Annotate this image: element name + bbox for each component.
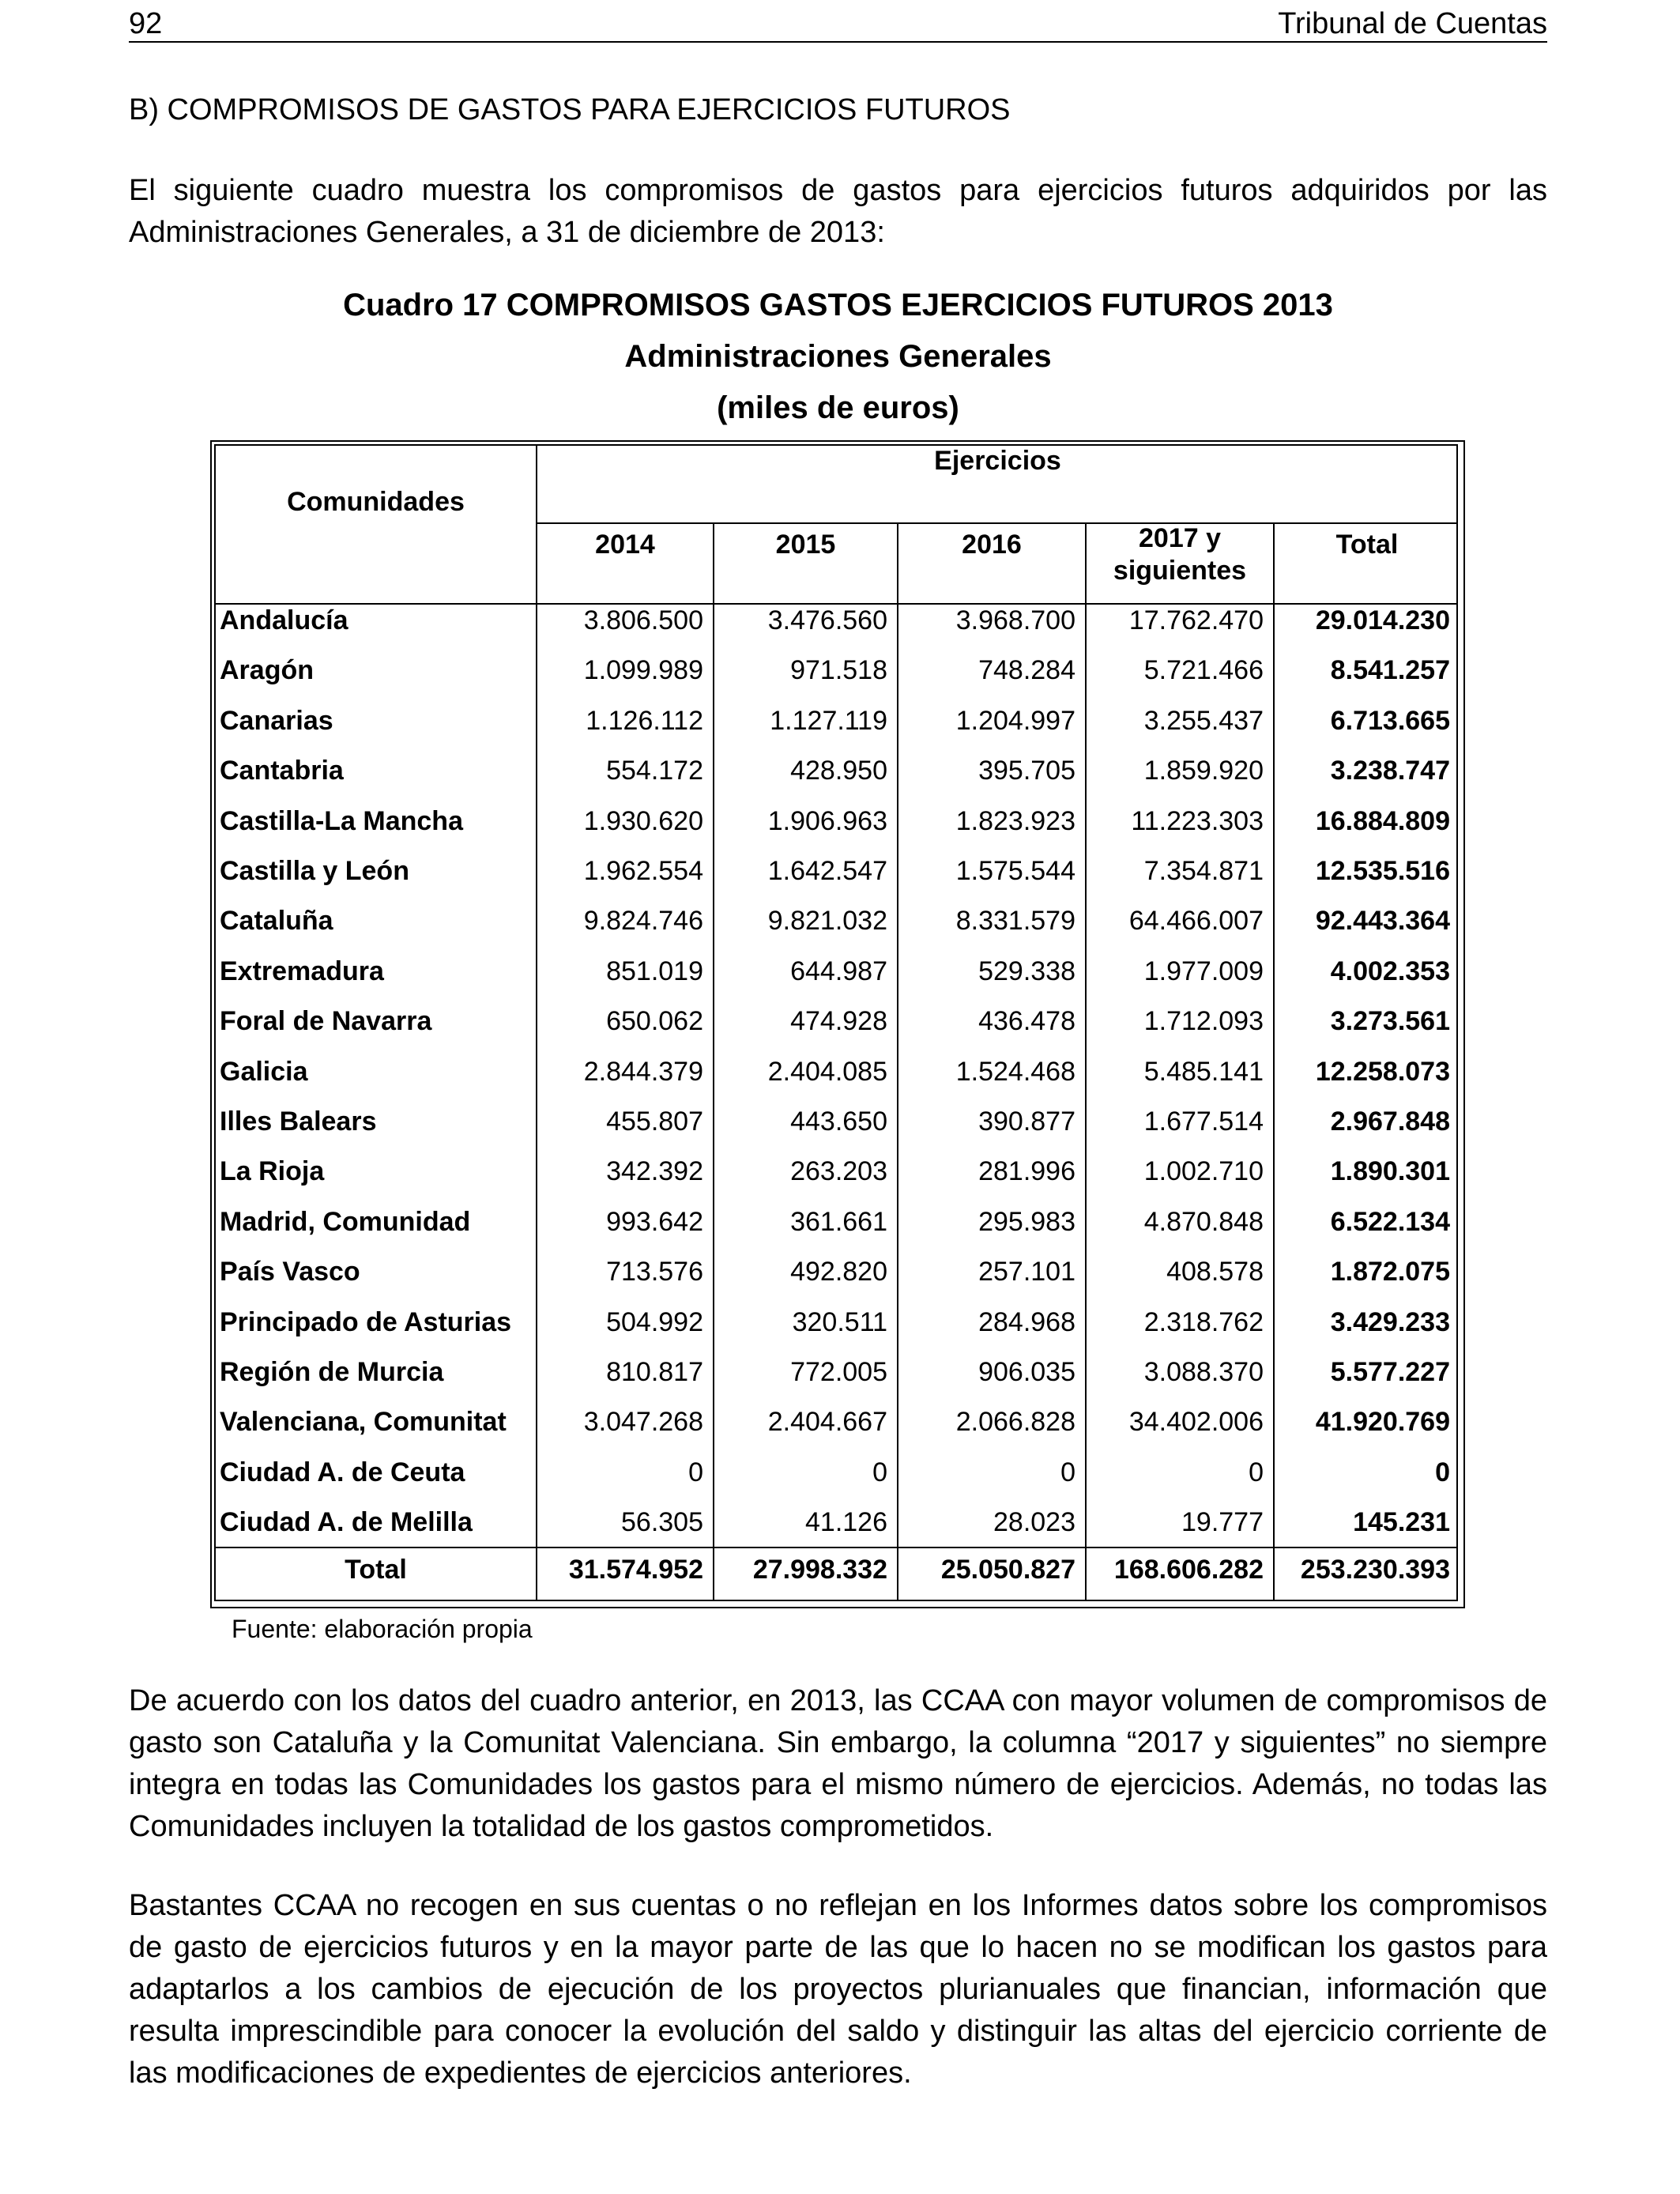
row-total-value: 3.273.561 (1330, 1006, 1450, 1037)
row-year-value: 390.877 (978, 1106, 1075, 1137)
header-divider (536, 522, 1458, 524)
row-year-value: 361.661 (790, 1206, 887, 1237)
total-row-value: 25.050.827 (940, 1555, 1075, 1585)
row-year-value: 395.705 (978, 756, 1075, 786)
row-year-value: 2.404.085 (767, 1056, 887, 1087)
row-year-value: 1.823.923 (955, 805, 1075, 836)
header-comunidades: Comunidades (287, 487, 465, 517)
row-year-value: 436.478 (978, 1006, 1075, 1037)
row-year-value: 713.576 (606, 1257, 703, 1287)
row-year-value: 644.987 (790, 956, 887, 986)
section-title: B) COMPROMISOS DE GASTOS PARA EJERCICIOS FUTUROS (129, 93, 1011, 126)
row-label: Extremadura (220, 956, 384, 986)
expense-commitments-table (210, 440, 1595, 1610)
row-year-value: 295.983 (978, 1206, 1075, 1237)
row-label: Región de Murcia (220, 1357, 444, 1387)
row-year-value: 1.677.514 (1143, 1106, 1264, 1137)
row-total-value: 4.002.353 (1330, 956, 1450, 986)
row-year-value: 1.126.112 (586, 705, 703, 736)
row-label: Andalucía (220, 605, 348, 635)
total-row-value: 31.574.952 (568, 1555, 703, 1585)
row-total-value: 145.231 (1353, 1507, 1450, 1538)
row-label: Galicia (220, 1056, 308, 1087)
row-year-value: 554.172 (606, 756, 703, 786)
total-row-value: 168.606.282 (1113, 1555, 1264, 1585)
row-label: Castilla y León (220, 856, 409, 886)
row-total-value: 2.967.848 (1330, 1106, 1450, 1137)
row-year-value: 906.035 (978, 1357, 1075, 1387)
row-year-value: 1.204.997 (955, 705, 1075, 736)
row-year-value: 8.331.579 (955, 906, 1075, 937)
publication-title: Tribunal de Cuentas (1278, 7, 1547, 40)
row-year-value: 17.762.470 (1128, 605, 1264, 635)
table-caption-title: Cuadro 17 COMPROMISOS GASTOS EJERCICIOS FUTUROS 2013 (343, 288, 1333, 322)
row-year-value: 993.642 (606, 1206, 703, 1237)
row-label: Foral de Navarra (220, 1006, 432, 1037)
row-year-value: 320.511 (792, 1306, 887, 1337)
row-total-value: 41.920.769 (1315, 1407, 1450, 1438)
row-year-value: 1.127.119 (770, 705, 887, 736)
header-ejercicios: Ejercicios (934, 446, 1061, 476)
row-total-value: 8.541.257 (1330, 655, 1450, 686)
total-row-value: 27.998.332 (752, 1555, 887, 1585)
row-total-value: 1.872.075 (1330, 1257, 1450, 1287)
row-year-value: 0 (1060, 1457, 1075, 1487)
row-label: Madrid, Comunidad (220, 1206, 471, 1237)
row-year-value: 3.476.560 (767, 605, 887, 635)
row-total-value: 12.535.516 (1315, 856, 1450, 886)
row-label: País Vasco (220, 1257, 360, 1287)
page-header (129, 6, 1547, 43)
row-label: Canarias (220, 705, 333, 736)
row-label: Illes Balears (220, 1106, 377, 1137)
row-total-value: 1.890.301 (1330, 1156, 1450, 1187)
row-year-value: 2.066.828 (955, 1407, 1075, 1438)
row-label: Ciudad A. de Ceuta (220, 1457, 465, 1487)
row-year-value: 3.806.500 (583, 605, 703, 635)
row-year-value: 0 (1249, 1457, 1264, 1487)
row-year-value: 64.466.007 (1128, 906, 1264, 937)
row-total-value: 29.014.230 (1315, 605, 1450, 635)
row-year-value: 650.062 (606, 1006, 703, 1037)
row-year-value: 971.518 (790, 655, 887, 686)
total-row-value: 253.230.393 (1300, 1555, 1450, 1585)
row-year-value: 5.485.141 (1143, 1056, 1264, 1087)
header-col-2017-line1: 2017 y (1139, 523, 1221, 553)
header-col-2014: 2014 (595, 530, 655, 560)
analysis-paragraph: De acuerdo con los datos del cuadro anterior, en 2013, las CCAA con mayor volumen de compromisos de gasto son Cataluña y la Comunitat Valenciana. Sin embargo, la columna “2017 y siguientes” no siempre integra en todas las Comunidades los gastos para el mismo número de ejercicios. Además, no todas las Comunidades incluyen la totalidad de los gastos comprometidos. (129, 1684, 1547, 1843)
row-label: Cantabria (220, 756, 344, 786)
row-year-value: 0 (872, 1457, 887, 1487)
row-year-value: 529.338 (978, 956, 1075, 986)
row-year-value: 3.255.437 (1143, 705, 1264, 736)
row-year-value: 2.404.667 (767, 1407, 887, 1438)
row-year-value: 9.821.032 (767, 906, 887, 937)
row-year-value: 474.928 (790, 1006, 887, 1037)
row-year-value: 1.575.544 (955, 856, 1075, 886)
row-label: Aragón (220, 655, 314, 686)
row-year-value: 34.402.006 (1128, 1407, 1264, 1438)
row-year-value: 2.844.379 (583, 1056, 703, 1087)
row-year-value: 428.950 (790, 756, 887, 786)
conclusion-paragraph: Bastantes CCAA no recogen en sus cuentas o no reflejan en los Informes datos sobre los compromisos de gasto de ejercicios futuros y en la mayor parte de las que lo hacen no se modifican los gastos para adaptarlos a los cambios de ejecución de los proyectos plurianuales que financian, información que resulta imprescindible para conocer la evolución del saldo y distinguir las altas del ejercicio corriente de las modificaciones de expedientes de ejercicios anteriores. (129, 1889, 1547, 2090)
row-year-value: 2.318.762 (1143, 1306, 1264, 1337)
row-year-value: 0 (688, 1457, 703, 1487)
row-year-value: 3.088.370 (1143, 1357, 1264, 1387)
row-year-value: 56.305 (621, 1507, 703, 1538)
row-year-value: 492.820 (790, 1257, 887, 1287)
row-label: Castilla-La Mancha (220, 805, 463, 836)
row-total-value: 12.258.073 (1315, 1056, 1450, 1087)
row-total-value: 6.522.134 (1330, 1206, 1450, 1237)
header-col-total: Total (1335, 530, 1399, 560)
row-year-value: 443.650 (790, 1106, 887, 1137)
row-year-value: 342.392 (606, 1156, 703, 1187)
row-year-value: 5.721.466 (1143, 655, 1264, 686)
row-year-value: 3.047.268 (583, 1407, 703, 1438)
total-divider (216, 1547, 1458, 1548)
row-total-value: 92.443.364 (1315, 906, 1450, 937)
row-total-value: 6.713.665 (1330, 705, 1450, 736)
intro-paragraph: El siguiente cuadro muestra los compromisos de gastos para ejercicios futuros adquiridos por las Administraciones Generales, a 31 de diciembre de 2013: (129, 174, 1547, 249)
row-year-value: 1.930.620 (583, 805, 703, 836)
row-year-value: 455.807 (606, 1106, 703, 1137)
row-total-value: 3.238.747 (1330, 756, 1450, 786)
table-source: Fuente: elaboración propia (232, 1615, 533, 1643)
row-year-value: 1.906.963 (767, 805, 887, 836)
row-total-value: 5.577.227 (1330, 1357, 1450, 1387)
page-number: 92 (129, 7, 163, 40)
row-total-value: 3.429.233 (1330, 1306, 1450, 1337)
row-year-value: 408.578 (1166, 1257, 1264, 1287)
header-col-2017-line2: siguientes (1113, 556, 1247, 586)
row-label: Cataluña (220, 906, 333, 937)
row-year-value: 284.968 (978, 1306, 1075, 1337)
row-label: Principado de Asturias (220, 1306, 512, 1337)
row-year-value: 9.824.746 (583, 906, 703, 937)
row-year-value: 1.524.468 (955, 1056, 1075, 1087)
row-label: La Rioja (220, 1156, 325, 1187)
row-year-value: 810.817 (606, 1357, 703, 1387)
row-year-value: 7.354.871 (1143, 856, 1264, 886)
table-caption-subtitle: Administraciones Generales (624, 339, 1052, 374)
row-year-value: 1.859.920 (1143, 756, 1264, 786)
row-year-value: 41.126 (805, 1507, 887, 1538)
row-year-value: 263.203 (790, 1156, 887, 1187)
row-year-value: 851.019 (606, 956, 703, 986)
row-label: Ciudad A. de Melilla (220, 1507, 473, 1538)
header-col-2015: 2015 (775, 530, 836, 560)
table-caption-units: (miles de euros) (717, 390, 959, 425)
row-year-value: 257.101 (978, 1257, 1075, 1287)
row-year-value: 1.712.093 (1143, 1006, 1264, 1037)
row-year-value: 281.996 (978, 1156, 1075, 1187)
row-total-value: 0 (1435, 1457, 1450, 1487)
row-year-value: 11.223.303 (1131, 805, 1264, 836)
row-year-value: 1.002.710 (1143, 1156, 1264, 1187)
row-year-value: 504.992 (606, 1306, 703, 1337)
row-year-value: 772.005 (790, 1357, 887, 1387)
row-year-value: 1.099.989 (583, 655, 703, 686)
row-year-value: 748.284 (978, 655, 1075, 686)
total-row-label: Total (345, 1555, 407, 1585)
row-year-value: 3.968.700 (955, 605, 1075, 635)
row-label: Valenciana, Comunitat (220, 1407, 507, 1438)
row-year-value: 19.777 (1181, 1507, 1264, 1538)
header-col-2016: 2016 (962, 530, 1022, 560)
row-total-value: 16.884.809 (1315, 805, 1450, 836)
row-year-value: 1.977.009 (1143, 956, 1264, 986)
row-year-value: 1.962.554 (583, 856, 703, 886)
row-year-value: 28.023 (993, 1507, 1075, 1538)
row-year-value: 1.642.547 (767, 856, 887, 886)
row-year-value: 4.870.848 (1143, 1206, 1264, 1237)
